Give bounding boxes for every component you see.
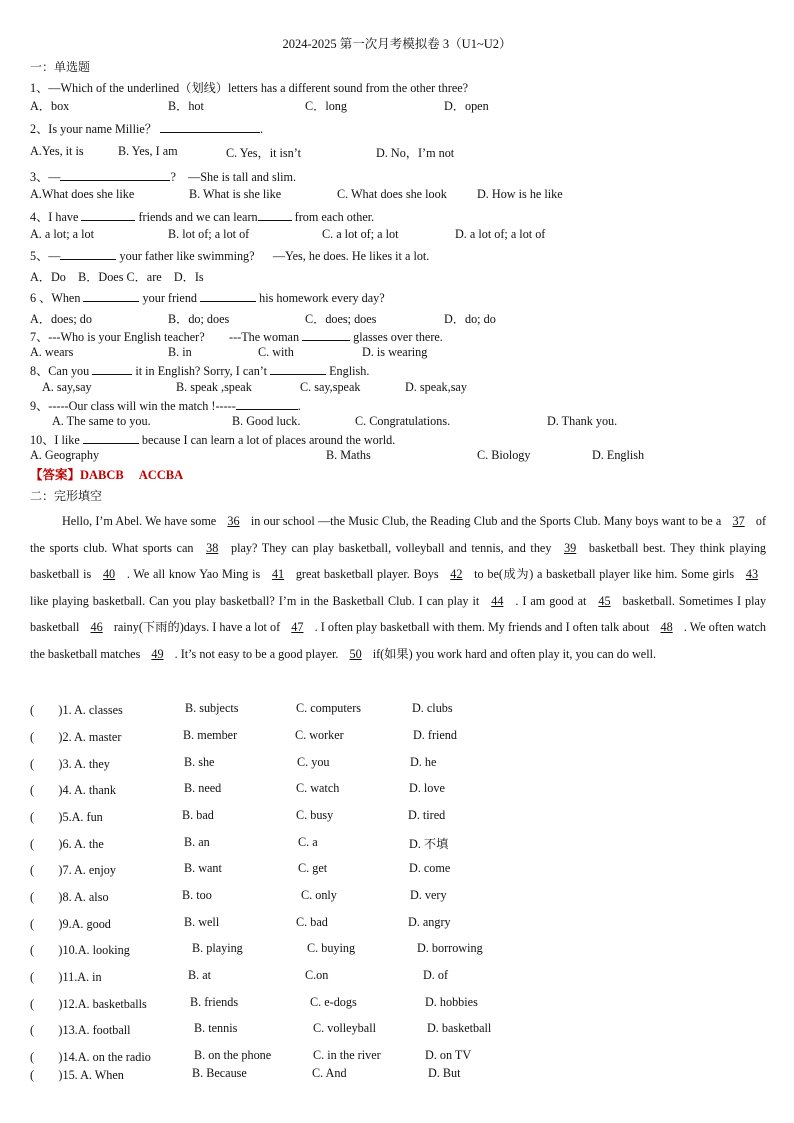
cloze-item-prefix: ( )12.A. basketballs bbox=[30, 997, 147, 1011]
cloze-item-prefix: ( )11.A. in bbox=[30, 970, 102, 984]
cloze-item-prefix: ( )10.A. looking bbox=[30, 943, 130, 957]
cloze-item-prefix: ( )9.A. good bbox=[30, 917, 111, 931]
cloze-blank-41: 41 bbox=[271, 567, 285, 582]
cloze-option-c: C. e-dogs bbox=[310, 995, 357, 1009]
cloze-option-b: B. playing bbox=[192, 941, 243, 955]
cloze-option-d: D. borrowing bbox=[417, 941, 483, 955]
q9-option-a: A. The same to you. bbox=[52, 414, 151, 428]
cloze-option-d: D. on TV bbox=[425, 1048, 472, 1062]
q1-option-d: D．open bbox=[444, 99, 489, 113]
passage-segment: . It’s not easy to be a good player. bbox=[174, 646, 339, 661]
q10-blank bbox=[83, 432, 139, 444]
cloze-item-prefix: ( )3. A. they bbox=[30, 757, 110, 771]
q4-blank-1 bbox=[81, 209, 135, 221]
passage-segment: Hello, I’m Abel. We have some bbox=[62, 514, 217, 528]
q2-option-d: D. No，I’m not bbox=[376, 146, 455, 160]
q3-option-b: B. What is she like bbox=[189, 187, 282, 201]
q6-stem-post: his homework every day? bbox=[259, 291, 385, 305]
cloze-option-b: B. she bbox=[184, 755, 215, 769]
q2-option-b: B. Yes, I am bbox=[118, 144, 178, 158]
cloze-blank-42: 42 bbox=[450, 567, 463, 582]
cloze-option-d: D. very bbox=[410, 888, 447, 902]
passage-segment: like playing basketball. Can you play basketball? I’m in the Basketball Club. I can play it bbox=[30, 593, 480, 608]
q2-stem-text: 2、Is your name Millie？ bbox=[30, 122, 157, 136]
q4-stem-pre: 4、I have bbox=[30, 210, 79, 224]
cloze-blank-44: 44 bbox=[491, 593, 504, 608]
cloze-passage bbox=[30, 508, 766, 668]
passage-segment: play? They can play basketball, volleyball and tennis, and they bbox=[230, 540, 552, 555]
cloze-option-d: D. But bbox=[428, 1066, 461, 1080]
cloze-option-d: D. love bbox=[409, 781, 445, 795]
cloze-blank-49: 49 bbox=[151, 646, 164, 661]
cloze-item-prefix: ( )5.A. fun bbox=[30, 810, 103, 824]
q3-stem-post: —She is tall and slim. bbox=[188, 170, 297, 184]
section2-heading: 二：完形填空 bbox=[30, 489, 103, 503]
q9-option-c: C. Congratulations. bbox=[355, 414, 451, 428]
q2-stem-end: . bbox=[259, 122, 264, 136]
cloze-option-d: D. 不填 bbox=[409, 837, 449, 851]
q6-blank-2 bbox=[200, 290, 256, 302]
q4-option-d: D. a lot of; a lot of bbox=[455, 227, 546, 241]
q1-stem: 1、—Which of the underlined（划线）letters has a different sound from the other three? bbox=[30, 81, 469, 95]
cloze-item-prefix: ( )13.A. football bbox=[30, 1023, 131, 1037]
cloze-option-d: D. hobbies bbox=[425, 995, 478, 1009]
q9-option-b: B. Good luck. bbox=[232, 414, 301, 428]
q2-option-a: A.Yes, it is bbox=[30, 144, 84, 158]
q10-stem-pre: 10、I like bbox=[30, 433, 80, 447]
cloze-option-b: B. want bbox=[184, 861, 222, 875]
cloze-blank-45: 45 bbox=[598, 593, 611, 608]
cloze-option-b: B. well bbox=[184, 915, 220, 929]
q7-stem bbox=[30, 328, 443, 345]
cloze-option-d: D. basketball bbox=[427, 1021, 492, 1035]
q6-option-c: C．does; does bbox=[305, 312, 377, 326]
q10-stem-post: because I can learn a lot of places around the world. bbox=[141, 433, 396, 447]
cloze-option-c: C. you bbox=[297, 755, 330, 769]
q7-option-c: C. with bbox=[258, 345, 294, 359]
cloze-option-b: B. too bbox=[182, 888, 212, 902]
cloze-option-c: C. watch bbox=[296, 781, 340, 795]
q7-stem-mid: ---The woman bbox=[229, 330, 300, 344]
q9-blank bbox=[236, 398, 298, 410]
cloze-option-d: D. tired bbox=[408, 808, 446, 822]
passage-segment: . I am good at bbox=[515, 593, 587, 608]
q1-option-b: B．hot bbox=[168, 99, 204, 113]
q3-blank bbox=[60, 169, 170, 181]
cloze-item-prefix: ( )1. A. classes bbox=[30, 703, 123, 717]
q7-option-d: D. is wearing bbox=[362, 345, 428, 359]
q2-blank bbox=[160, 121, 260, 133]
q7-option-b: B. in bbox=[168, 345, 192, 359]
q3-stem bbox=[30, 168, 296, 185]
q7-stem-pre: 7、---Who is your English teacher? bbox=[30, 330, 205, 344]
cloze-option-c: C. get bbox=[298, 861, 328, 875]
cloze-blank-43: 43 bbox=[745, 567, 759, 582]
cloze-option-d: D. he bbox=[410, 755, 437, 769]
q10-option-b: B. Maths bbox=[326, 448, 371, 462]
q4-blank-2 bbox=[258, 209, 292, 221]
q9-stem-post: . bbox=[297, 399, 301, 413]
q8-option-b: B. speak ,speak bbox=[176, 380, 252, 394]
cloze-item-prefix: ( )7. A. enjoy bbox=[30, 863, 116, 877]
q5-blank bbox=[60, 248, 116, 260]
cloze-item-prefix: ( )2. A. master bbox=[30, 730, 122, 744]
cloze-option-b: B. friends bbox=[190, 995, 239, 1009]
cloze-option-b: B. need bbox=[184, 781, 222, 795]
cloze-item-prefix: ( )4. A. thank bbox=[30, 783, 116, 797]
q6-option-a: A．does; do bbox=[30, 312, 92, 326]
q8-option-c: C. say,speak bbox=[300, 380, 361, 394]
passage-segment: in our school —the Music Club, the Reading Club and the Sports Club. Many boys want to be a bbox=[250, 514, 722, 528]
cloze-option-c: C. busy bbox=[296, 808, 334, 822]
cloze-option-b: B. member bbox=[183, 728, 238, 742]
passage-segment: . I often play basketball with them. My friends and I often talk about bbox=[314, 620, 650, 635]
q8-blank-1 bbox=[92, 363, 132, 375]
page-title: 2024-2025 第一次月考模拟卷 3（U1~U2） bbox=[282, 37, 512, 51]
passage-segment: to be(成为) a basketball player like him. Some girls bbox=[474, 567, 735, 582]
cloze-item-prefix: ( )14.A. on the radio bbox=[30, 1050, 151, 1064]
cloze-blank-37: 37 bbox=[732, 514, 745, 528]
section1-heading: 一：单选题 bbox=[30, 60, 91, 74]
passage-segment: . We all know Yao Ming is bbox=[126, 567, 261, 582]
q5-stem-post: —Yes, he does. He likes it a lot. bbox=[272, 249, 430, 263]
cloze-blank-40: 40 bbox=[102, 567, 116, 582]
passage-segment: of the sports club. What sports can bbox=[30, 514, 767, 555]
q10-option-a: A. Geography bbox=[30, 448, 100, 462]
cloze-option-b: B. on the phone bbox=[194, 1048, 272, 1062]
q6-blank-1 bbox=[83, 290, 139, 302]
cloze-option-d: D. come bbox=[409, 861, 451, 875]
cloze-option-b: B. tennis bbox=[194, 1021, 238, 1035]
passage-segment: great basketball player. Boys bbox=[295, 567, 439, 582]
cloze-option-c: C. in the river bbox=[313, 1048, 381, 1062]
q4-stem bbox=[30, 208, 374, 225]
q8-stem-post: English. bbox=[329, 364, 370, 378]
q5-stem-mid: your father like swimming? bbox=[119, 249, 255, 263]
q8-blank-2 bbox=[270, 363, 326, 375]
answer-key: 【答案】DABCB ACCBA bbox=[30, 468, 184, 482]
q4-option-a: A. a lot; a lot bbox=[30, 227, 94, 241]
q8-stem-pre: 8、Can you bbox=[30, 364, 90, 378]
passage-segment: if(如果) you work hard and often play it, you can do well. bbox=[372, 646, 657, 661]
q7-blank bbox=[302, 329, 350, 341]
cloze-option-b: B. an bbox=[184, 835, 210, 849]
q4-option-c: C. a lot of; a lot bbox=[322, 227, 399, 241]
cloze-option-c: C.on bbox=[305, 968, 329, 982]
q9-stem-pre: 9、-----Our class will win the match !----- bbox=[30, 399, 236, 413]
q1-option-a: A．box bbox=[30, 99, 70, 113]
cloze-option-d: D. friend bbox=[413, 728, 457, 742]
cloze-option-d: D. of bbox=[423, 968, 449, 982]
q2-option-c: C. Yes，it isn’t bbox=[226, 146, 301, 160]
q4-stem-mid: friends and we can learn bbox=[138, 210, 258, 224]
cloze-item-prefix: ( )6. A. the bbox=[30, 837, 104, 851]
cloze-blank-39: 39 bbox=[564, 540, 577, 555]
cloze-item-prefix: ( )15. A. When bbox=[30, 1068, 124, 1082]
q8-stem bbox=[30, 362, 369, 379]
passage-segment: . We often watch the basketball matches bbox=[30, 620, 767, 661]
q6-option-b: B．do; does bbox=[168, 312, 230, 326]
cloze-blank-38: 38 bbox=[206, 540, 219, 555]
q2-stem bbox=[30, 120, 263, 137]
cloze-option-b: B. Because bbox=[192, 1066, 247, 1080]
cloze-blank-36: 36 bbox=[227, 514, 240, 528]
q5-stem bbox=[30, 247, 429, 264]
cloze-blank-47: 47 bbox=[291, 620, 304, 635]
passage-segment: basketball best. They think playing basketball is bbox=[30, 540, 767, 582]
cloze-passage-text bbox=[30, 508, 766, 668]
q9-stem bbox=[30, 397, 301, 414]
cloze-option-c: C. volleyball bbox=[313, 1021, 376, 1035]
cloze-option-c: C. buying bbox=[307, 941, 356, 955]
q6-stem-mid: your friend bbox=[142, 291, 198, 305]
q10-stem bbox=[30, 431, 395, 448]
q4-option-b: B. lot of; a lot of bbox=[168, 227, 250, 241]
q3-option-d: D. How is he like bbox=[477, 187, 563, 201]
q6-stem bbox=[30, 289, 385, 306]
q1-option-c: C．long bbox=[305, 99, 347, 113]
cloze-option-b: B. at bbox=[188, 968, 212, 982]
cloze-option-c: C. And bbox=[312, 1066, 347, 1080]
cloze-blank-46: 46 bbox=[90, 620, 103, 635]
q10-option-c: C. Biology bbox=[477, 448, 531, 462]
q6-stem-pre: 6 、When bbox=[30, 291, 81, 305]
q8-option-a: A. say,say bbox=[42, 380, 92, 394]
cloze-option-b: B. bad bbox=[182, 808, 214, 822]
passage-segment: rainy(下雨的)days. I have a lot of bbox=[113, 620, 281, 635]
q4-stem-post: from each other. bbox=[294, 210, 375, 224]
cloze-option-c: C. computers bbox=[296, 701, 361, 715]
cloze-option-c: C. only bbox=[301, 888, 337, 902]
q5-stem-pre: 5、— bbox=[30, 249, 61, 263]
cloze-item-prefix: ( )8. A. also bbox=[30, 890, 109, 904]
q8-stem-mid: it in English? Sorry, I can’t bbox=[135, 364, 268, 378]
q9-option-d: D. Thank you. bbox=[547, 414, 618, 428]
q7-stem-post: glasses over there. bbox=[353, 330, 443, 344]
cloze-blank-50: 50 bbox=[349, 646, 362, 661]
cloze-option-c: C. worker bbox=[295, 728, 344, 742]
cloze-option-b: B. subjects bbox=[185, 701, 239, 715]
q3-stem-pre: 3、— bbox=[30, 170, 61, 184]
q8-option-d: D. speak,say bbox=[405, 380, 467, 394]
q5-options: A．Do B．Does C．are D．Is bbox=[30, 270, 204, 284]
q3-option-a: A.What does she like bbox=[30, 187, 135, 201]
q6-option-d: D．do; do bbox=[444, 312, 496, 326]
q3-stem-mid: ? bbox=[170, 170, 176, 184]
cloze-option-c: C. bad bbox=[296, 915, 328, 929]
cloze-option-d: D. clubs bbox=[412, 701, 453, 715]
q7-option-a: A. wears bbox=[30, 345, 74, 359]
q10-option-d: D. English bbox=[592, 448, 645, 462]
passage-segment: basketball. Sometimes I play basketball bbox=[30, 593, 767, 635]
cloze-blank-48: 48 bbox=[660, 620, 673, 635]
q3-option-c: C. What does she look bbox=[337, 187, 447, 201]
cloze-option-d: D. angry bbox=[408, 915, 451, 929]
cloze-option-c: C. a bbox=[298, 835, 318, 849]
